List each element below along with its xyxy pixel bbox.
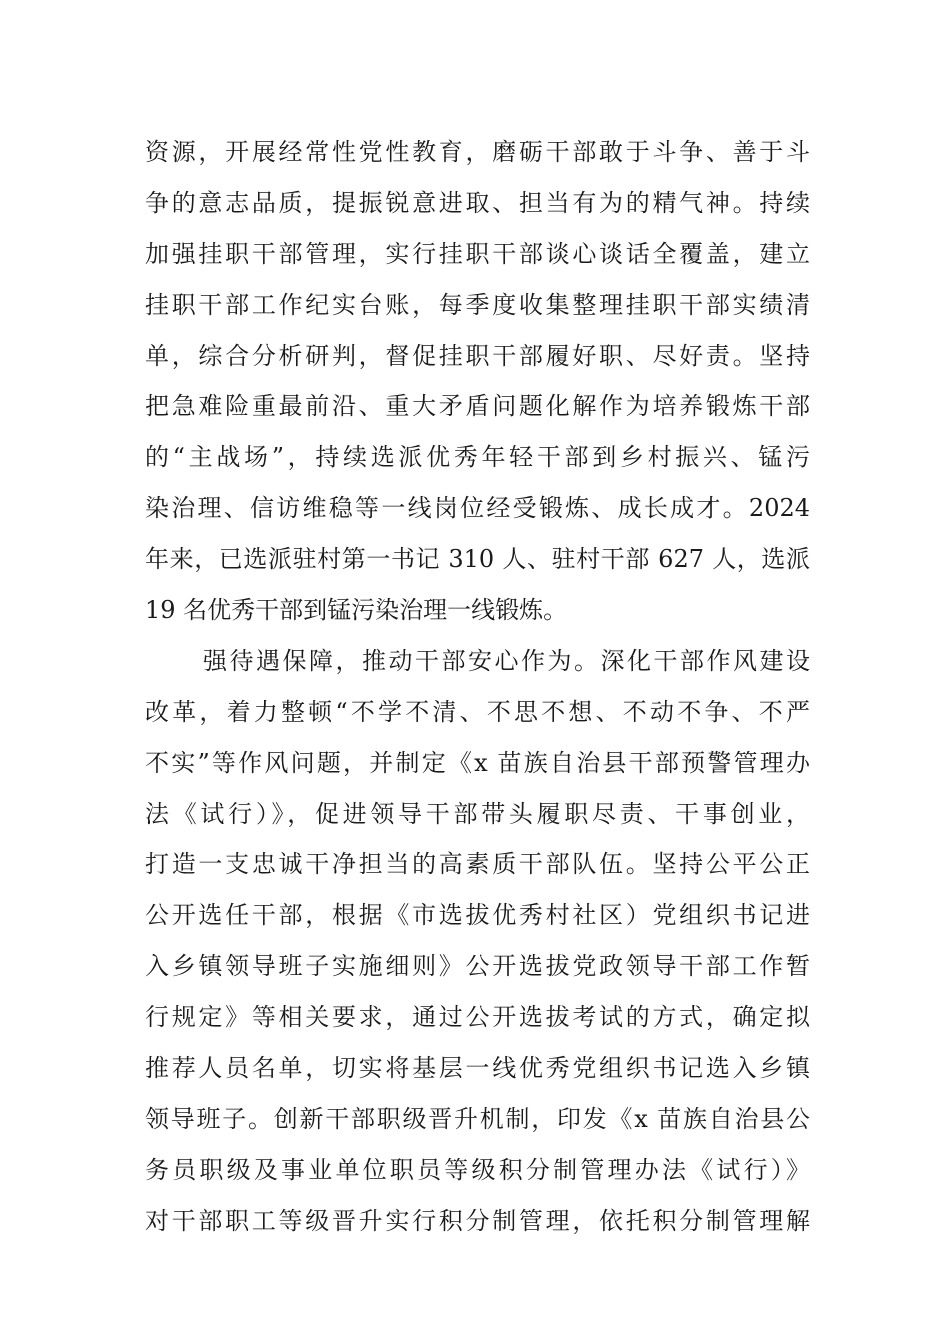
text-line: 的“主战场”，持续选派优秀年轻干部到乡村振兴、锰污 [145,443,810,472]
text-line: 挂职干部工作纪实台账，每季度收集整理挂职干部实绩清 [145,290,810,319]
text-line: 领导班子。创新干部职级晋升机制，印发《x 苗族自治县公 [145,1104,810,1133]
text-line: 行规定》等相关要求，通过公开选拔考试的方式，确定拟 [145,1003,810,1032]
text-line: 对干部职工等级晋升实行积分制管理，依托积分制管理解 [145,1206,810,1235]
text-line: 争的意志品质，提振锐意进取、担当有为的精气神。持续 [145,188,810,217]
text-line: 把急难险重最前沿、重大矛盾问题化解作为培养锻炼干部 [145,392,810,421]
text-line: 入乡镇领导班子实施细则》公开选拔党政领导干部工作暂 [145,952,810,981]
document-body [145,127,810,1247]
text-line: 不实”等作风问题，并制定《x 苗族自治县干部预警管理办 [145,748,810,777]
text-line: 公开选任干部，根据《市选拔优秀村社区）党组织书记进 [145,901,810,930]
text-line: 打造一支忠诚干净担当的高素质干部队伍。坚持公平公正 [145,850,810,879]
text-line: 染治理、信访维稳等一线岗位经受锻炼、成长成才。2024 [145,494,810,523]
text-line: 改革，着力整顿“不学不清、不思不想、不动不争、不严 [145,697,810,726]
text-line: 资源，开展经常性党性教育，磨砺干部敢于斗争、善于斗 [145,138,810,166]
text-line: 法《试行）》，促进领导干部带头履职尽责、干事创业， [145,799,810,828]
text-line: 年来，已选派驻村第一书记 310 人、驻村干部 627 人，选派 [145,545,810,574]
text-line: 推荐人员名单，切实将基层一线优秀党组织书记选入乡镇 [145,1054,810,1083]
text-line: 加强挂职干部管理，实行挂职干部谈心谈话全覆盖，建立 [145,239,810,268]
text-line: 务员职级及事业单位职员等级积分制管理办法《试行）》 [145,1155,810,1184]
text-line: 单，综合分析研判，督促挂职干部履好职、尽好责。坚持 [145,341,810,370]
paragraph-first-line: 强待遇保障，推动干部安心作为。深化干部作风建设 [203,646,810,675]
text-line: 19 名优秀干部到锰污染治理一线锻炼。 [145,596,568,625]
